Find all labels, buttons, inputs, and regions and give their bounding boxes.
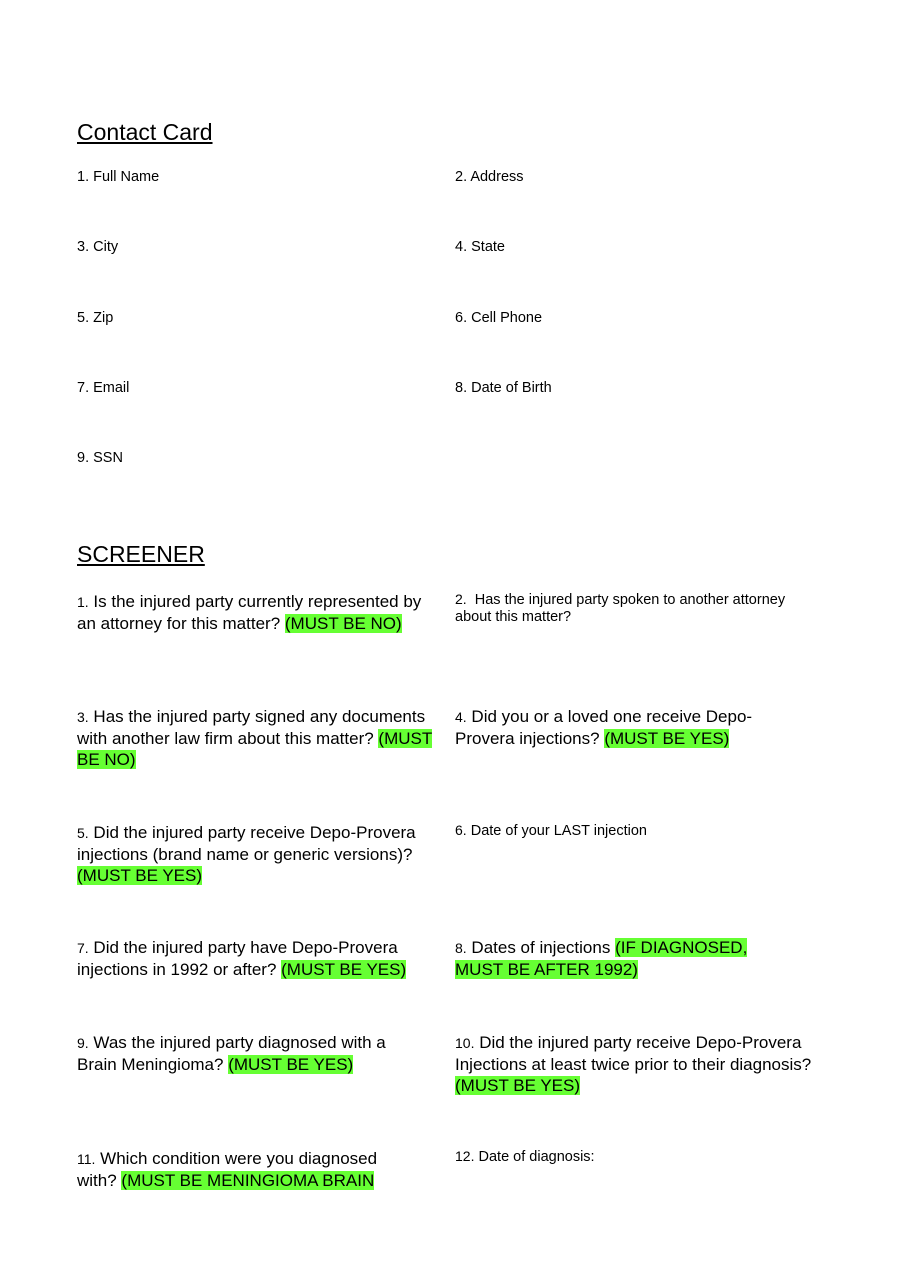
field-state: 4. State — [455, 239, 505, 255]
question-number: 2. — [455, 591, 467, 607]
field-full-name: 1. Full Name — [77, 169, 160, 185]
question-number: 12. — [455, 1148, 475, 1164]
screener-question — [77, 937, 442, 980]
field-city: 3. City — [77, 239, 119, 255]
field-date-of-birth: 8. Date of Birth — [455, 380, 552, 396]
field-cell-phone: 6. Cell Phone — [455, 310, 543, 326]
requirement-highlight: (IF DIAGNOSED, MUST BE AFTER 1992) — [455, 938, 748, 979]
question-number: 5. — [77, 825, 89, 841]
question-number: 9. — [77, 1035, 89, 1051]
screener-question — [455, 822, 820, 840]
screener-question — [77, 1032, 422, 1075]
requirement-highlight: (MUST BE YES) — [455, 1076, 581, 1095]
question-number: 8. — [455, 940, 467, 956]
question-text: Which condition were you diagnosed with? — [77, 1149, 378, 1190]
screener-question — [455, 706, 785, 749]
screener-question — [455, 937, 795, 980]
question-text: Dates of injections — [471, 938, 611, 957]
contact-card-heading: Contact Card — [77, 119, 213, 145]
question-text: Did the injured party have Depo-Provera injections in 1992 or after? — [77, 938, 398, 979]
field-email: 7. Email — [77, 380, 130, 396]
field-ssn: 9. SSN — [77, 450, 123, 466]
screener-question — [455, 1148, 820, 1166]
question-text: Did the injured party receive Depo-Provera injections (brand name or generic versions)? — [77, 823, 416, 864]
question-text: Was the injured party diagnosed with a Brain Meningioma? — [77, 1033, 386, 1074]
question-number: 7. — [77, 940, 89, 956]
requirement-highlight: (MUST BE NO) — [77, 729, 433, 769]
screener-question — [455, 1032, 820, 1096]
requirement-highlight: (MUST BE NO) — [284, 614, 402, 633]
question-number: 6. — [455, 822, 467, 838]
field-zip: 5. Zip — [77, 310, 114, 326]
question-number: 1. — [77, 594, 89, 610]
screener-question — [77, 1148, 417, 1191]
requirement-highlight: (MUST BE YES) — [228, 1055, 354, 1074]
question-number: 3. — [77, 709, 89, 725]
screener-question — [77, 822, 427, 886]
question-text: Date of your LAST injection — [470, 823, 647, 839]
requirement-highlight: (MUST BE MENINGIOMA BRAIN — [121, 1171, 375, 1190]
question-number: 11. — [77, 1151, 96, 1167]
question-number: 10. — [455, 1035, 475, 1051]
screener-question — [455, 591, 815, 626]
screener-heading: SCREENER — [77, 541, 205, 567]
question-text: Is the injured party currently represented by an attorney for this matter? — [77, 592, 422, 633]
question-text: Did the injured party receive Depo-Provera Injections at least twice prior to their diagnosis? — [455, 1033, 812, 1074]
requirement-highlight: (MUST BE YES) — [77, 866, 203, 885]
question-text: Did you or a loved one receive Depo-Provera injections? — [455, 707, 753, 748]
question-number: 4. — [455, 709, 467, 725]
screener-question — [77, 706, 437, 770]
field-address: 2. Address — [455, 169, 524, 185]
screener-question — [77, 591, 427, 634]
question-text: Date of diagnosis: — [478, 1149, 595, 1165]
requirement-highlight: (MUST BE YES) — [281, 960, 407, 979]
question-text: Has the injured party spoken to another attorney about this matter? — [455, 592, 786, 625]
question-text: Has the injured party signed any documents with another law firm about this matter? — [77, 707, 426, 748]
requirement-highlight: (MUST BE YES) — [604, 729, 730, 748]
